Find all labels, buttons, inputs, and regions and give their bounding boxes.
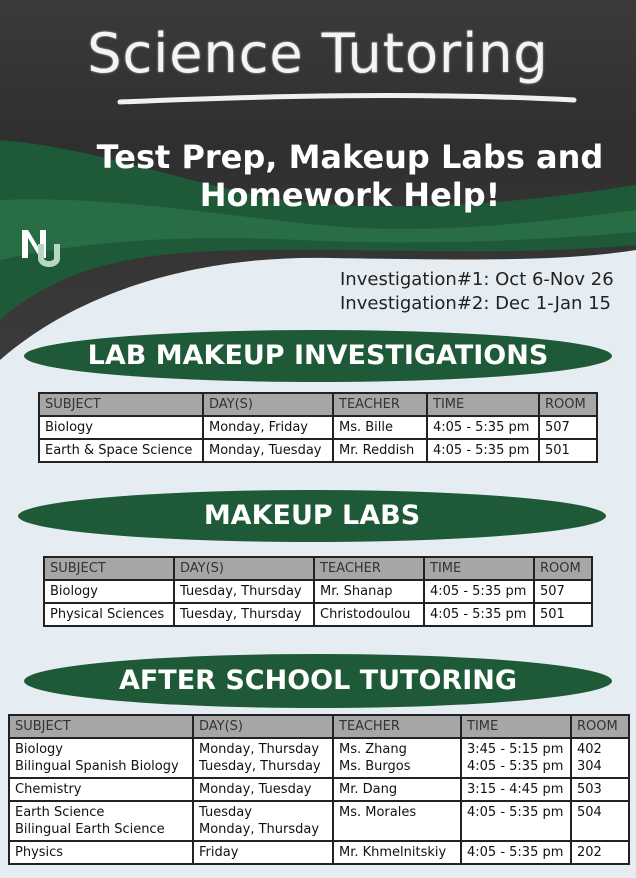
cell-teacher: Mr. Dang <box>333 778 461 801</box>
cell-subject: Biology Bilingual Spanish Biology <box>9 738 193 778</box>
column-header-subject: SUBJECT <box>44 557 174 580</box>
table-header-row <box>44 557 592 580</box>
cell-teacher: Ms. Morales <box>333 801 461 841</box>
column-header-time: TIME <box>461 715 571 738</box>
cell-time: 3:15 - 4:45 pm <box>461 778 571 801</box>
cell-room: 501 <box>539 439 597 462</box>
page-title: Science Tutoring <box>87 22 549 85</box>
column-header-teacher: TEACHER <box>333 715 461 738</box>
makeup-labs-table <box>43 556 593 627</box>
makeup-labs-banner: MAKEUP LABS <box>18 490 606 542</box>
cell-subject: Earth & Space Science <box>39 439 203 462</box>
after-school-tutoring-table <box>8 714 630 865</box>
column-header-days: DAY(S) <box>203 393 333 416</box>
cell-time: 4:05 - 5:35 pm <box>461 801 571 841</box>
table-header-row <box>9 715 629 738</box>
cell-subject: Chemistry <box>9 778 193 801</box>
cell-subject: Biology <box>39 416 203 439</box>
nu-logo-icon <box>20 226 64 270</box>
table-header-row <box>39 393 597 416</box>
cell-teacher: Christodoulou <box>314 603 424 626</box>
table-row <box>44 603 592 626</box>
cell-time: 4:05 - 5:35 pm <box>424 580 534 603</box>
page-subtitle: Test Prep, Makeup Labs and Homework Help! <box>96 138 604 214</box>
cell-room: 202 <box>571 841 629 864</box>
cell-days: Monday, Tuesday <box>203 439 333 462</box>
cell-subject: Biology <box>44 580 174 603</box>
table-row <box>39 416 597 439</box>
cell-time: 4:05 - 5:35 pm <box>424 603 534 626</box>
investigation-dates <box>340 268 630 316</box>
cell-time: 4:05 - 5:35 pm <box>427 439 539 462</box>
cell-days: Monday, Thursday Tuesday, Thursday <box>193 738 333 778</box>
table-row <box>9 778 629 801</box>
table-row <box>39 439 597 462</box>
cell-teacher: Mr. Shanap <box>314 580 424 603</box>
column-header-room: ROOM <box>534 557 592 580</box>
cell-teacher: Ms. Zhang Ms. Burgos <box>333 738 461 778</box>
cell-days: Tuesday, Thursday <box>174 580 314 603</box>
cell-time: 3:45 - 5:15 pm 4:05 - 5:35 pm <box>461 738 571 778</box>
cell-room: 501 <box>534 603 592 626</box>
cell-room: 507 <box>534 580 592 603</box>
cell-days: Friday <box>193 841 333 864</box>
column-header-time: TIME <box>427 393 539 416</box>
after-school-tutoring-banner: AFTER SCHOOL TUTORING <box>24 654 612 708</box>
table-row <box>44 580 592 603</box>
column-header-teacher: TEACHER <box>314 557 424 580</box>
cell-time: 4:05 - 5:35 pm <box>461 841 571 864</box>
cell-room: 504 <box>571 801 629 841</box>
cell-days: Monday, Tuesday <box>193 778 333 801</box>
cell-days: Tuesday, Thursday <box>174 603 314 626</box>
cell-time: 4:05 - 5:35 pm <box>427 416 539 439</box>
lab-makeup-table <box>38 392 598 463</box>
cell-teacher: Mr. Reddish <box>333 439 427 462</box>
cell-subject: Earth Science Bilingual Earth Science <box>9 801 193 841</box>
cell-room: 503 <box>571 778 629 801</box>
column-header-room: ROOM <box>571 715 629 738</box>
column-header-subject: SUBJECT <box>39 393 203 416</box>
cell-subject: Physics <box>9 841 193 864</box>
column-header-room: ROOM <box>539 393 597 416</box>
column-header-time: TIME <box>424 557 534 580</box>
investigation-1-dates: Investigation#1: Oct 6-Nov 26 <box>340 269 614 290</box>
investigation-2-dates: Investigation#2: Dec 1-Jan 15 <box>340 293 612 314</box>
column-header-days: DAY(S) <box>174 557 314 580</box>
cell-teacher: Mr. Khmelnitskiy <box>333 841 461 864</box>
column-header-teacher: TEACHER <box>333 393 427 416</box>
lab-makeup-banner: LAB MAKEUP INVESTIGATIONS <box>24 330 612 382</box>
cell-days: Monday, Friday <box>203 416 333 439</box>
table-row <box>9 841 629 864</box>
cell-room: 507 <box>539 416 597 439</box>
table-row <box>9 801 629 841</box>
column-header-subject: SUBJECT <box>9 715 193 738</box>
table-row <box>9 738 629 778</box>
column-header-days: DAY(S) <box>193 715 333 738</box>
cell-room: 402 304 <box>571 738 629 778</box>
cell-subject: Physical Sciences <box>44 603 174 626</box>
cell-days: Tuesday Monday, Thursday <box>193 801 333 841</box>
cell-teacher: Ms. Bille <box>333 416 427 439</box>
